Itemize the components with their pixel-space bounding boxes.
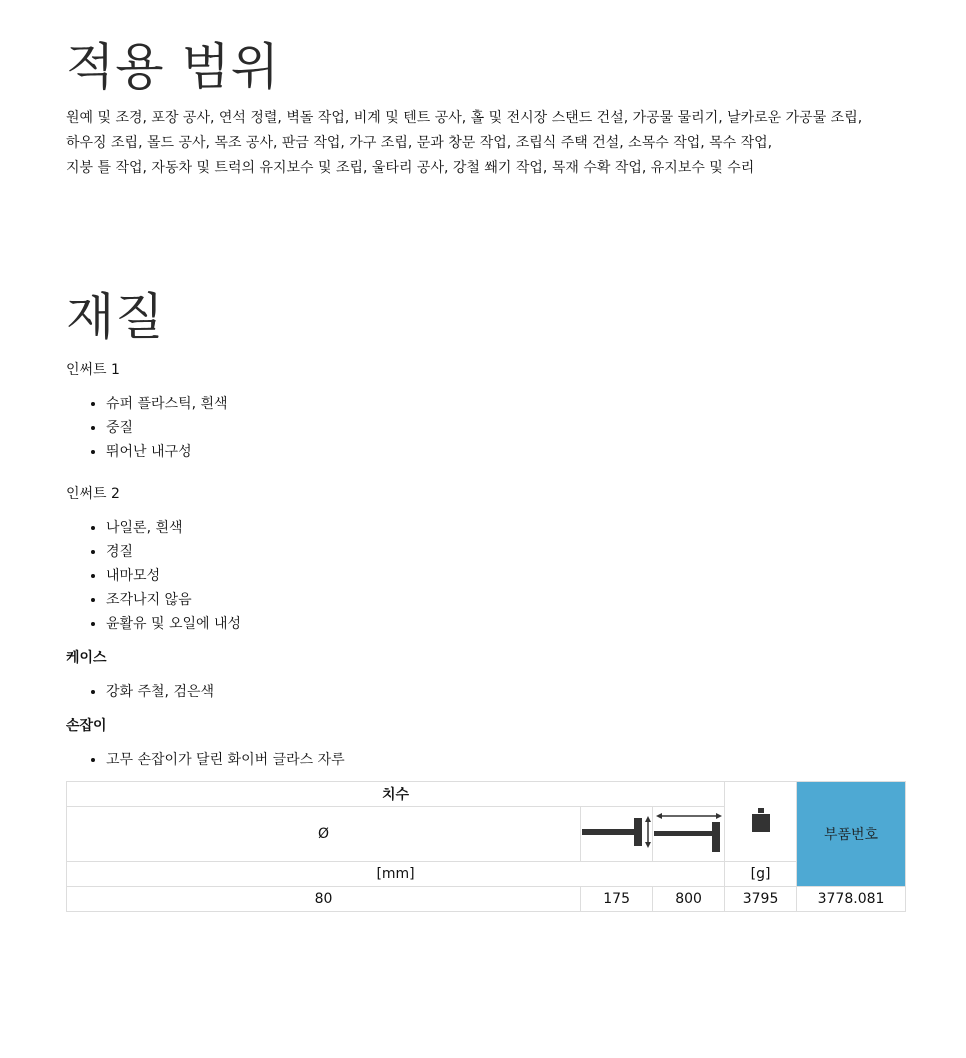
case-section (66, 646, 214, 704)
scope-line: 지붕 틀 작업, 자동차 및 트럭의 유지보수 및 조립, 울타리 공사, 강철 쐐기 작업, 목재 수확 작업, 유지보수 및 수리 (66, 160, 755, 176)
unit-mm: [mm] (67, 862, 725, 887)
head-length-icon-cell (581, 807, 653, 862)
insert2-heading: 인써트 2 (66, 486, 120, 502)
scope-text (66, 106, 886, 181)
hammer-total-length-icon (654, 810, 724, 854)
list-item: • 경질 (106, 540, 241, 564)
part-number-value: 3778.081 (797, 887, 906, 912)
handle-list (66, 748, 345, 772)
list-item: • 고무 손잡이가 달린 화이버 글라스 자루 (106, 748, 345, 772)
material-title: 재질 (66, 288, 165, 346)
case-heading: 케이스 (66, 650, 107, 666)
weight-value: 3795 (725, 887, 797, 912)
scope-line: 하우징 조립, 몰드 공사, 목조 공사, 판금 작업, 가구 조립, 문과 창문 작업, 조립식 주택 건설, 소목수 작업, 목수 작업, (66, 135, 773, 151)
list-item: • 뛰어난 내구성 (106, 440, 228, 464)
table-row (67, 887, 906, 912)
scope-title: 적용 범위 (66, 38, 281, 96)
list-item: • 강화 주철, 검은색 (106, 680, 214, 704)
hammer-head-length-icon (582, 812, 652, 852)
list-item: • 슈퍼 플라스틱, 흰색 (106, 392, 228, 416)
list-item: • 조각나지 않음 (106, 588, 241, 612)
case-list (66, 680, 214, 704)
list-item: • 윤활유 및 오일에 내성 (106, 612, 241, 636)
insert2-section (66, 482, 241, 636)
handle-heading: 손잡이 (66, 718, 107, 734)
diameter-symbol: Ø (67, 807, 581, 862)
diameter-value: 80 (67, 887, 581, 912)
dimensions-header: 치수 (67, 782, 725, 807)
insert1-heading: 인써트 1 (66, 362, 120, 378)
list-item: • 나일론, 흰색 (106, 516, 241, 540)
scope-line: 원예 및 조경, 포장 공사, 연석 정렬, 벽돌 작업, 비계 및 텐트 공사, 홀 및 전시장 스탠드 건설, 가공물 물리기, 날카로운 가공물 조립, (66, 110, 863, 126)
weight-icon (751, 807, 771, 833)
total-length-value: 800 (653, 887, 725, 912)
insert2-list (66, 516, 241, 636)
weight-icon-cell (725, 782, 797, 862)
handle-section (66, 714, 345, 772)
insert1-section (66, 358, 228, 464)
dimensions-table (66, 781, 906, 912)
part-number-header: 부품번호 (797, 782, 906, 887)
list-item: • 내마모성 (106, 564, 241, 588)
unit-g: [g] (725, 862, 797, 887)
insert1-list (66, 392, 228, 464)
head-length-value: 175 (581, 887, 653, 912)
list-item: • 중질 (106, 416, 228, 440)
total-length-icon-cell (653, 807, 725, 862)
